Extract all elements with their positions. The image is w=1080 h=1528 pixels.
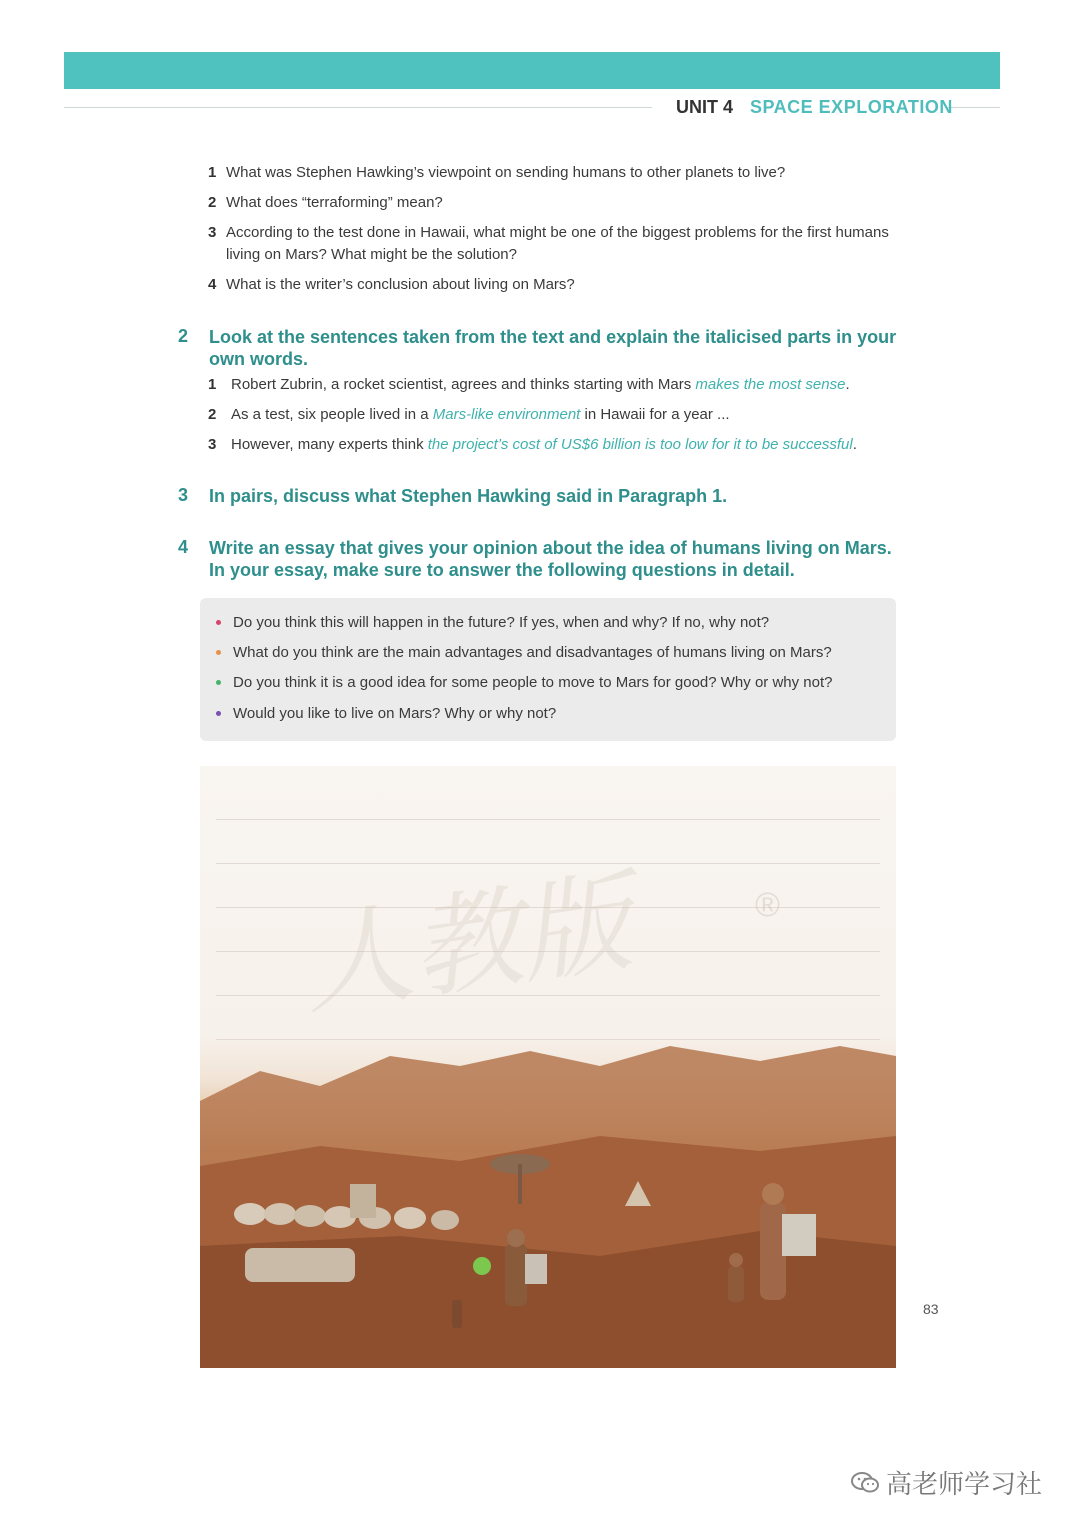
sentence-item: [208, 404, 908, 426]
prompt-bullet: [216, 644, 832, 661]
unit-title: SPACE EXPLORATION: [750, 97, 953, 117]
sentence-number: 2: [208, 406, 217, 423]
writing-area[interactable]: [200, 766, 896, 1368]
exercise-number: 4: [178, 537, 189, 557]
exercise-heading: In pairs, discuss what Stephen Hawking said in Paragraph 1.: [209, 486, 728, 506]
exercise-4: [178, 537, 908, 581]
bullet-dot-icon: [216, 620, 221, 625]
prompt-bullet: [216, 674, 832, 691]
header-rule-left: [64, 107, 652, 108]
exercise-2: [178, 326, 908, 370]
italic-phrase: the project’s cost of US$6 billion is too low for it to be successful: [427, 436, 853, 453]
prompt-bullet: [216, 705, 556, 722]
question-text: What is the writer’s conclusion about living on Mars?: [226, 276, 575, 293]
question-number: 4: [208, 276, 217, 293]
question-item: [208, 222, 908, 266]
sentence-number: 1: [208, 376, 217, 393]
sentence-text: Robert Zubrin, a rocket scientist, agrees and thinks starting with Mars makes the most sense.: [231, 376, 850, 393]
exercise-3: [178, 485, 908, 507]
mars-colony-illustration: [200, 766, 896, 1368]
comprehension-questions: [208, 162, 908, 304]
header-rule-right: [948, 107, 1000, 108]
brand-text: 高老师学习社: [886, 1469, 1043, 1499]
sentence-item: [208, 374, 908, 396]
prompt-text: Would you like to live on Mars? Why or why not?: [233, 705, 557, 722]
exercise-heading: Look at the sentences taken from the text and explain the italicised parts in your own words.: [209, 327, 897, 369]
bullet-dot-icon: [216, 650, 221, 655]
page-number: 83: [923, 1301, 939, 1317]
exercise-number: 2: [178, 326, 189, 346]
sentence-list: [208, 374, 908, 464]
question-item: [208, 192, 908, 214]
question-number: 2: [208, 194, 217, 211]
sentence-item: [208, 434, 908, 456]
prompt-bullet: [216, 614, 769, 631]
prompt-text: Do you think this will happen in the future? If yes, when and why? If no, why not?: [233, 614, 770, 631]
header-color-bar: [64, 52, 1000, 89]
prompt-box: [200, 598, 896, 741]
wechat-icon: [850, 1470, 880, 1496]
exercise-heading: Write an essay that gives your opinion about the idea of humans living on Mars. In your essay, make sure to answer the following questions in detail.: [209, 538, 892, 580]
sentence-text: As a test, six people lived in a Mars-like environment in Hawaii for a year ...: [231, 406, 730, 423]
italic-phrase: makes the most sense: [695, 376, 846, 393]
bullet-dot-icon: [216, 711, 221, 716]
question-number: 1: [208, 164, 217, 181]
question-number: 3: [208, 224, 217, 241]
question-text: What does “terraforming” mean?: [226, 194, 443, 211]
publisher-watermark: 人教版: [293, 857, 639, 1031]
prompt-text: What do you think are the main advantages and disadvantages of humans living on Mars?: [233, 644, 832, 661]
exercise-number: 3: [178, 485, 189, 505]
unit-label: UNIT 4: [676, 97, 734, 117]
prompt-text: Do you think it is a good idea for some people to move to Mars for good? Why or why not?: [233, 674, 833, 691]
question-text: According to the test done in Hawaii, what might be one of the biggest problems for the first humans living on Mars? What might be the solution?: [226, 224, 889, 263]
question-item: [208, 274, 908, 296]
registered-mark: ®: [755, 886, 781, 924]
question-item: [208, 162, 908, 184]
sentence-number: 3: [208, 436, 217, 453]
question-text: What was Stephen Hawking’s viewpoint on sending humans to other planets to live?: [226, 164, 786, 181]
italic-phrase: Mars-like environment: [432, 406, 581, 423]
brand-watermark: [850, 1464, 1042, 1501]
bullet-dot-icon: [216, 680, 221, 685]
sentence-text: However, many experts think the project’s cost of US$6 billion is too low for it to be successful.: [231, 436, 857, 453]
